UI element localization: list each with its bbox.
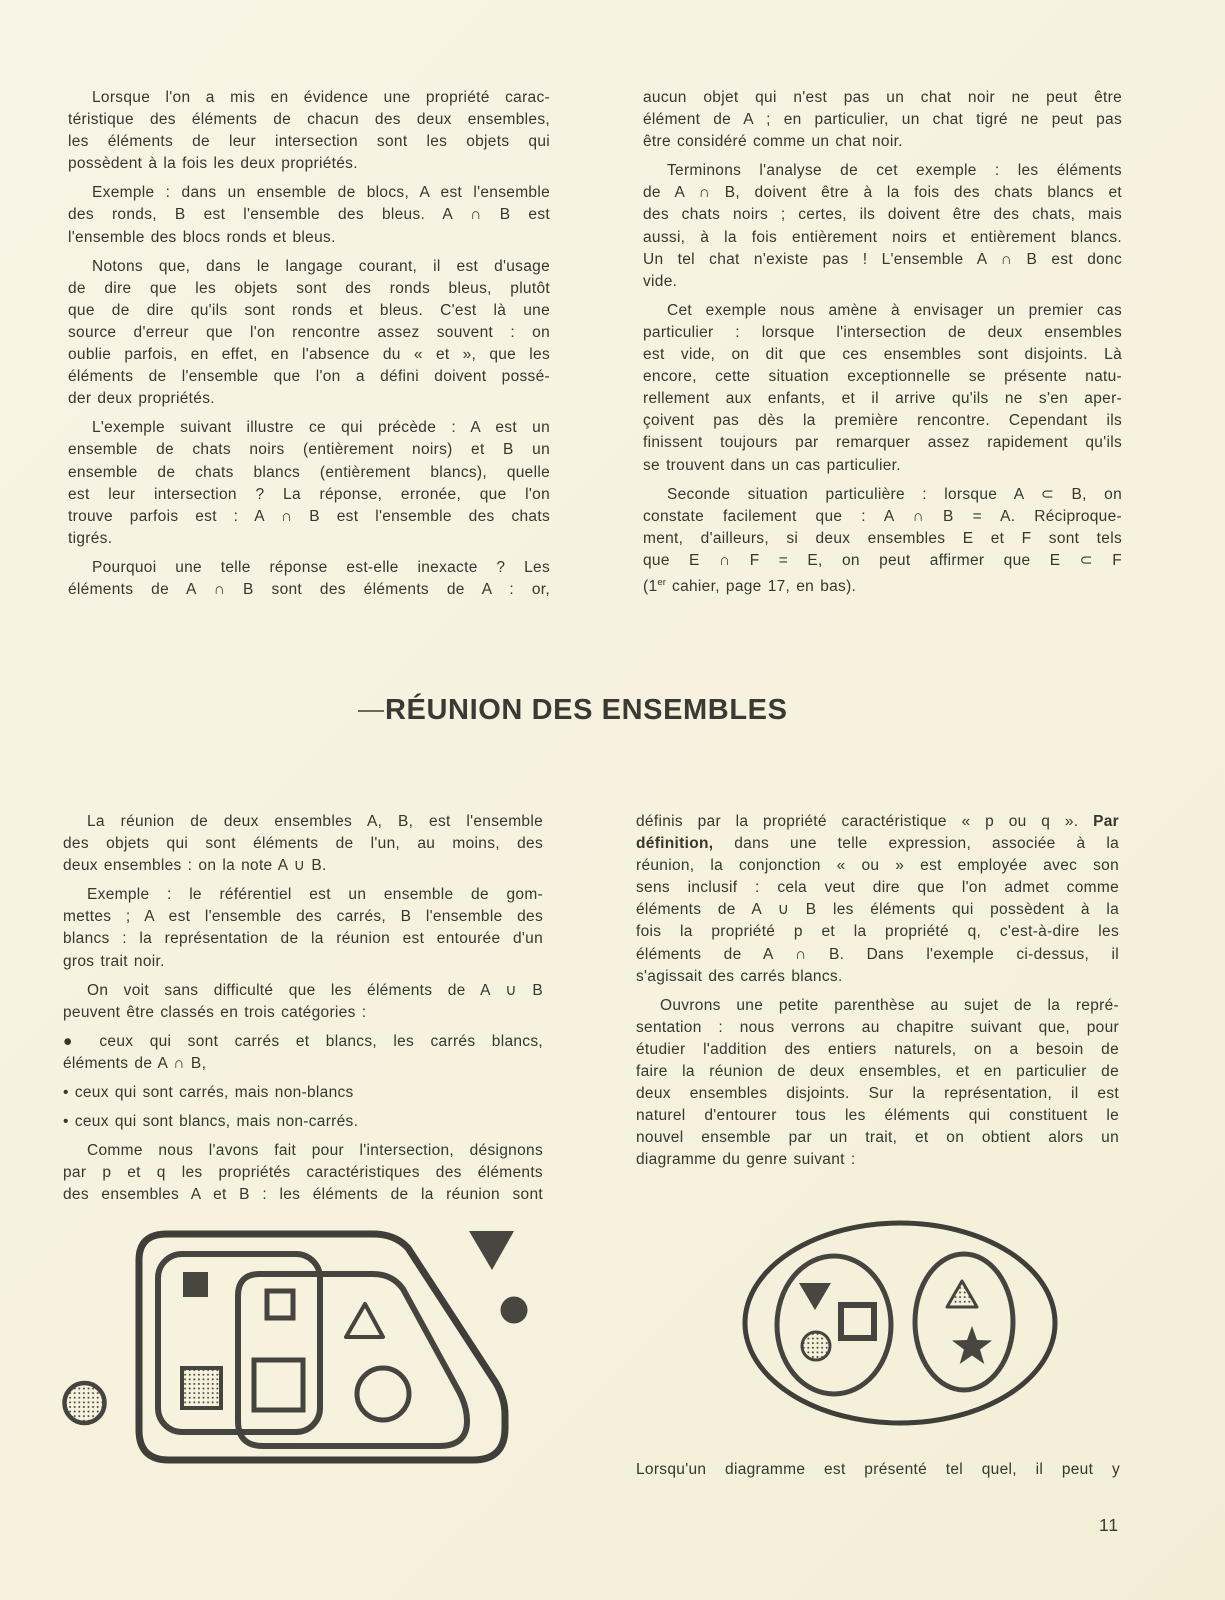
text-line: nouvel ensemble par un trait, et on obtient alors un bbox=[636, 1129, 1119, 1147]
paragraph bbox=[636, 811, 1119, 988]
filled-star-shape bbox=[952, 1326, 992, 1364]
filled-circle-shape bbox=[501, 1297, 528, 1324]
text-line: éléments de A ∩ B sont des éléments de A : or, bbox=[68, 580, 550, 598]
bottom-left-column bbox=[63, 811, 543, 1207]
text-line: éléments de A ∪ B les éléments qui possèdent à la bbox=[636, 901, 1119, 919]
section-heading bbox=[358, 694, 788, 727]
paragraph bbox=[643, 160, 1122, 293]
text-line: Un tel chat n'existe pas ! L'ensemble A ∩ B est donc bbox=[643, 250, 1122, 268]
text-line: Notons que, dans le langage courant, il est d'usage bbox=[92, 257, 550, 275]
text-line: étudier l'addition des entiers naturels, on a besoin de bbox=[636, 1040, 1119, 1058]
paragraph bbox=[68, 87, 550, 175]
white-circle-shape bbox=[357, 1368, 409, 1420]
filled-triangle-shape bbox=[469, 1231, 514, 1270]
heading-dash bbox=[358, 710, 384, 712]
text-line: Pourquoi une telle réponse est-elle inexacte ? Les bbox=[92, 558, 550, 576]
paragraph bbox=[636, 1459, 1120, 1481]
text-line: que de dire qu'ils sont ronds et bleus. C'est là une bbox=[68, 301, 550, 319]
text-line: • ceux qui sont carrés, mais non-blancs bbox=[63, 1084, 354, 1102]
paragraph bbox=[63, 1082, 543, 1104]
text-line: L'exemple suivant illustre ce qui précède : A est un bbox=[92, 419, 550, 437]
text-line: fois la propriété p et la propriété q, c'est-à-dire les bbox=[636, 923, 1119, 941]
text-line: ment, d'ailleurs, si deux ensembles E et F sont tels bbox=[643, 529, 1122, 547]
white-triangle-shape bbox=[346, 1304, 383, 1337]
text-line: est leur intersection ? La réponse, erronée, que l'on bbox=[68, 485, 550, 503]
text-line: tigrés. bbox=[68, 529, 113, 547]
text-line: oublie parfois, en effet, en l'absence du « et », que les bbox=[68, 346, 550, 364]
paragraph bbox=[643, 87, 1122, 153]
paragraph bbox=[643, 300, 1122, 477]
text-line: vide. bbox=[643, 272, 678, 290]
paragraph bbox=[636, 995, 1119, 1172]
paragraph bbox=[63, 884, 543, 972]
dotted-square-shape bbox=[182, 1368, 221, 1408]
page-number: 11 bbox=[1099, 1515, 1120, 1535]
filled-square-shape bbox=[183, 1272, 208, 1297]
text-line: ensemble de chats noirs (entièrement noirs) et B un bbox=[68, 441, 550, 459]
text-line: source d'erreur que l'on rencontre assez souvent : on bbox=[68, 323, 550, 341]
text-line: élément de A ; en particulier, un chat tigré ne peut pas bbox=[643, 111, 1122, 129]
text-line: ensemble de chats blancs (entièrement blancs), quelle bbox=[68, 463, 550, 481]
paragraph bbox=[63, 811, 543, 877]
text-line: par p et q les propriétés caractéristiques des éléments bbox=[63, 1164, 543, 1182]
text-line: mettes ; A est l'ensemble des carrés, B l'ensemble des bbox=[63, 908, 543, 926]
text-line: diagramme du genre suivant : bbox=[636, 1151, 856, 1169]
paragraph bbox=[63, 1031, 543, 1075]
top-left-column bbox=[68, 87, 550, 601]
text-line: éléments de A ∩ B, bbox=[63, 1054, 207, 1072]
text-line: deux ensembles disjoints. Sur la représentation, il est bbox=[636, 1085, 1119, 1103]
text-line: l'ensemble des blocs ronds et bleus. bbox=[68, 228, 336, 246]
text-line: constate facilement que : A ∩ B = A. Réciproque- bbox=[643, 507, 1122, 525]
text-line: éléments de l'ensemble que l'on a défini doivent possé- bbox=[68, 368, 550, 386]
dotted-triangle-shape bbox=[947, 1281, 977, 1307]
text-line: Exemple : dans un ensemble de blocs, A est l'ensemble bbox=[92, 184, 550, 202]
text-line: définis par la propriété caractéristique « p ou q ». Par bbox=[636, 813, 1119, 830]
text-line: der deux propriétés. bbox=[68, 390, 215, 408]
text-line: sentation : nous verrons au chapitre suivant que, pour bbox=[636, 1018, 1119, 1036]
text-line: On voit sans difficulté que les éléments de A ∪ B bbox=[87, 981, 543, 999]
text-line: gros trait noir. bbox=[63, 952, 165, 970]
union-blocks-figure bbox=[55, 1194, 535, 1474]
text-line: des ensembles A et B : les éléments de la réunion sont bbox=[63, 1186, 543, 1204]
text-line: aucun objet qui n'est pas un chat noir ne peut être bbox=[643, 89, 1122, 106]
text-line: être considéré comme un chat noir. bbox=[643, 133, 903, 151]
text-line: Comme nous l'avons fait pour l'intersection, désignons bbox=[87, 1142, 543, 1160]
text-line: çoivent pas dès la première rencontre. Cependant ils bbox=[643, 412, 1122, 430]
text-line: se trouvent dans un cas particulier. bbox=[643, 456, 901, 474]
text-line: des chats noirs ; certes, ils doivent être des chats, mais bbox=[643, 206, 1122, 224]
paragraph bbox=[63, 980, 543, 1024]
text-line: Exemple : le référentiel est un ensemble de gom- bbox=[87, 886, 543, 904]
text-line: de A ∩ B, doivent être à la fois des chats blancs et bbox=[643, 184, 1122, 202]
text-line: les éléments de leur intersection sont les objets qui bbox=[68, 133, 550, 151]
large-white-square-shape bbox=[254, 1360, 303, 1410]
paragraph bbox=[68, 182, 550, 248]
text-line: (1er cahier, page 17, en bas). bbox=[643, 576, 857, 596]
text-line: Ouvrons une petite parenthèse au sujet de la repré- bbox=[660, 996, 1119, 1014]
figure-caption bbox=[636, 1459, 1120, 1481]
text-line: possèdent à la fois les deux propriétés. bbox=[68, 155, 358, 173]
text-line: particulier : lorsque l'intersection de deux ensembles bbox=[643, 323, 1122, 341]
text-line: aussi, à la fois entièrement noirs et entièrement blancs. bbox=[643, 228, 1122, 246]
text-line: que E ∩ F = E, on peut affirmer que E ⊂ F bbox=[643, 551, 1122, 569]
bottom-right-column bbox=[636, 811, 1119, 1172]
text-line: peuvent être classés en trois catégories : bbox=[63, 1003, 367, 1021]
disjoint-union-figure bbox=[738, 1213, 1064, 1431]
filled-triangle-shape bbox=[799, 1283, 831, 1310]
text-line: rellement aux enfants, et il arrive qu'ils ne s'en aper- bbox=[643, 390, 1122, 408]
text-line: finissent toujours par remarquer assez rapidement qu'ils bbox=[643, 434, 1122, 452]
paragraph bbox=[68, 256, 550, 411]
text-line: des ronds, B est l'ensemble des bleus. A ∩ B est bbox=[68, 206, 550, 224]
top-right-column bbox=[643, 87, 1122, 598]
paragraph bbox=[68, 557, 550, 601]
text-line: réunion, la conjonction « ou » est employée avec son bbox=[636, 857, 1119, 875]
text-line: blancs : la représentation de la réunion est entourée d'un bbox=[63, 930, 543, 948]
text-line: sens inclusif : cela veut dire que l'on admet comme bbox=[636, 879, 1119, 897]
text-line: La réunion de deux ensembles A, B, est l'ensemble bbox=[87, 813, 543, 830]
white-square-shape bbox=[841, 1305, 874, 1338]
text-line: téristique des éléments de chacun des deux ensembles, bbox=[68, 111, 550, 129]
text-line: encore, cette situation exceptionnelle se présente natu- bbox=[643, 368, 1122, 386]
text-line: Terminons l'analyse de cet exemple : les éléments bbox=[667, 162, 1122, 180]
text-line: éléments de A ∩ B. Dans l'exemple ci-dessus, il bbox=[636, 945, 1119, 963]
text-line: définition, dans une telle expression, associée à la bbox=[636, 835, 1119, 853]
paragraph bbox=[63, 1111, 543, 1133]
union-oval-outline bbox=[745, 1223, 1055, 1423]
text-line: des objets qui sont éléments de l'un, au moins, des bbox=[63, 835, 543, 853]
page-title: RÉUNION DES ENSEMBLES bbox=[385, 694, 788, 726]
text-line: Lorsque l'on a mis en évidence une propriété carac- bbox=[92, 89, 550, 106]
text-line: Cet exemple nous amène à envisager un premier cas bbox=[667, 301, 1122, 319]
text-line: ● ceux qui sont carrés et blancs, les carrés blancs, bbox=[63, 1032, 543, 1050]
text-line: deux ensembles : on la note A ∪ B. bbox=[63, 857, 327, 875]
text-line: s'agissait des carrés blancs. bbox=[636, 967, 843, 985]
text-line: • ceux qui sont blancs, mais non-carrés. bbox=[63, 1113, 359, 1131]
text-line: faire la réunion de deux ensembles, et en particulier de bbox=[636, 1063, 1119, 1081]
text-line: Seconde situation particulière : lorsque A ⊂ B, on bbox=[667, 485, 1122, 503]
text-line: est vide, on dit que ces ensembles sont disjoints. Là bbox=[643, 346, 1122, 364]
paragraph bbox=[643, 484, 1122, 599]
small-white-square-shape bbox=[267, 1291, 293, 1318]
text-line: naturel d'entourer tous les éléments qui constituent le bbox=[636, 1107, 1119, 1125]
dotted-circle-shape bbox=[65, 1383, 105, 1423]
text-line: de dire que les objets sont des ronds bleus, plutôt bbox=[68, 279, 550, 297]
paragraph bbox=[68, 417, 550, 550]
dotted-circle-shape bbox=[802, 1332, 830, 1360]
text-line: trouve parfois est : A ∩ B est l'ensemble des chats bbox=[68, 507, 550, 525]
right-set-outline bbox=[915, 1254, 1013, 1390]
text-line: Lorsqu'un diagramme est présenté tel quel, il peut y bbox=[636, 1461, 1120, 1478]
